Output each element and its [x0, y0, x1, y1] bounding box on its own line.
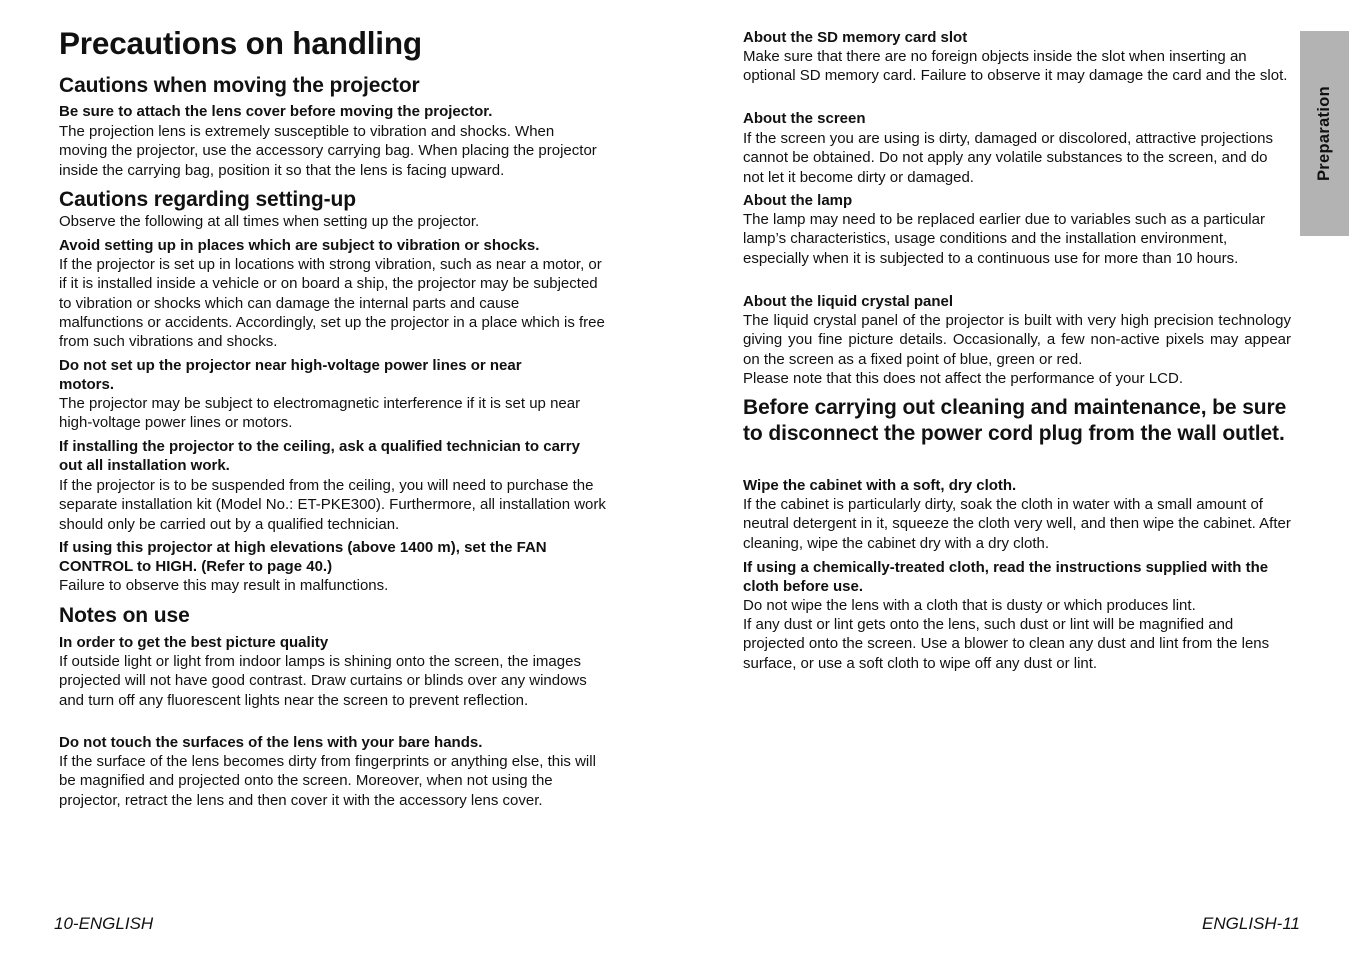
cleaning-para-3: If any dust or lint gets onto the lens, such dust or lint will be magnified and projected onto the screen. Use a blower to clean any dust and lint from the lens surface, or use a soft cloth to wipe off any dust or lint.: [743, 616, 1270, 672]
setting-up-bold-4: If using this projector at high elevations (above 1400 m), set the FAN CONTROL to HIGH. (Refer to page 40.): [59, 539, 547, 576]
sd-heading: About the SD memory card slot: [743, 29, 968, 46]
lcd-heading: About the liquid crystal panel: [743, 293, 954, 310]
screen-para: If the screen you are using is dirty, damaged or discolored, attractive projections cannot be obtained. Do not apply any volatile substances to the screen, and do not let it become dirty or damaged.: [743, 130, 1273, 186]
lcd-para-2: Please note that this does not affect the performance of your LCD.: [743, 370, 1183, 387]
cleaning-para-2: Do not wipe the lens with a cloth that is dusty or which produces lint.: [743, 597, 1196, 614]
section-heading-notes: Notes on use: [59, 604, 190, 627]
side-tab-label: Preparation: [1315, 86, 1333, 181]
page-number-left: 10-ENGLISH: [54, 914, 154, 933]
lcd-para: The liquid crystal panel of the projector is built with very high precision technology giving you fine picture details. Occasionally, a few non-active pixels may appear on the screen as a fixed point of blue, green or red.: [743, 312, 1291, 368]
page-title: Precautions on handling: [59, 25, 422, 61]
setting-up-para-2: The projector may be subject to electromagnetic interference if it is set up near high-voltage power lines or motors.: [59, 395, 581, 432]
notes-para-2: If the surface of the lens becomes dirty from fingerprints or anything else, this will be magnified and projected onto the screen. Moreover, when not using the projector, retract the lens and then cover it with the accessory lens cover.: [59, 753, 596, 809]
moving-para-1: The projection lens is extremely susceptible to vibration and shocks. When moving the projector, use the accessory carrying bag. When placing the projector inside the carrying bag, position it so that the lens is facing upward.: [59, 123, 597, 179]
setting-up-para-1: If the projector is set up in locations with strong vibration, such as near a motor, or if it is installed inside a vehicle or on board a ship, the projector may be subjected to vibration or shocks which can damage the internal parts and cause malfunctions or accidents. Accordingly, set up the projector in a place which is free from such vibrations and shocks.: [59, 256, 605, 351]
cleaning-bold-2: If using a chemically-treated cloth, read the instructions supplied with the cloth before use.: [743, 559, 1269, 596]
setting-up-para-3: If the projector is to be suspended from the ceiling, you will need to purchase the separate installation kit (Model No.: ET-PKE300). Furthermore, all installation work should only be carried out by a qualified technician.: [59, 477, 606, 533]
moving-bold-1: Be sure to attach the lens cover before moving the projector.: [59, 103, 493, 120]
cleaning-bold-1: Wipe the cabinet with a soft, dry cloth.: [743, 477, 1017, 494]
setting-up-para-4: Failure to observe this may result in malfunctions.: [59, 577, 389, 594]
notes-bold-2: Do not touch the surfaces of the lens with your bare hands.: [59, 734, 483, 751]
setting-up-bold-3: If installing the projector to the ceiling, ask a qualified technician to carry out all installation work.: [59, 438, 580, 475]
page-number-right: ENGLISH-11: [1202, 914, 1300, 933]
section-heading-cleaning: Before carrying out cleaning and maintenance, be sure to disconnect the power cord plug from the wall outlet.: [743, 396, 1287, 445]
lamp-para: The lamp may need to be replaced earlier due to variables such as a particular lamp’s characteristics, usage conditions and the installation environment, especially when it is subjected to a continuous use for more than 10 hours.: [743, 211, 1265, 267]
setting-up-bold-1: Avoid setting up in places which are subject to vibration or shocks.: [59, 237, 540, 254]
cleaning-para-1: If the cabinet is particularly dirty, soak the cloth in water with a small amount of neutral detergent in it, squeeze the cloth very well, and then wipe the cabinet. After cleaning, wipe the cabinet dry with a dry cloth.: [743, 496, 1291, 552]
side-tab-label-wrap: [1300, 31, 1349, 236]
notes-para-1: If outside light or light from indoor lamps is shining onto the screen, the images projected will not have good contrast. Draw curtains or blinds over any windows and turn off any fluorescent lights near the screen to prevent reflection.: [59, 653, 587, 709]
setting-up-intro: Observe the following at all times when setting up the projector.: [59, 213, 480, 230]
section-heading-setting-up: Cautions regarding setting-up: [59, 188, 356, 211]
screen-heading: About the screen: [743, 110, 866, 127]
setting-up-bold-2: Do not set up the projector near high-voltage power lines or near motors.: [59, 357, 522, 394]
notes-bold-1: In order to get the best picture quality: [59, 634, 329, 651]
lamp-heading: About the lamp: [743, 192, 853, 209]
sd-para: Make sure that there are no foreign objects inside the slot when inserting an optional SD memory card. Failure to observe it may damage the card and the slot.: [743, 48, 1288, 85]
section-heading-moving: Cautions when moving the projector: [59, 74, 420, 97]
